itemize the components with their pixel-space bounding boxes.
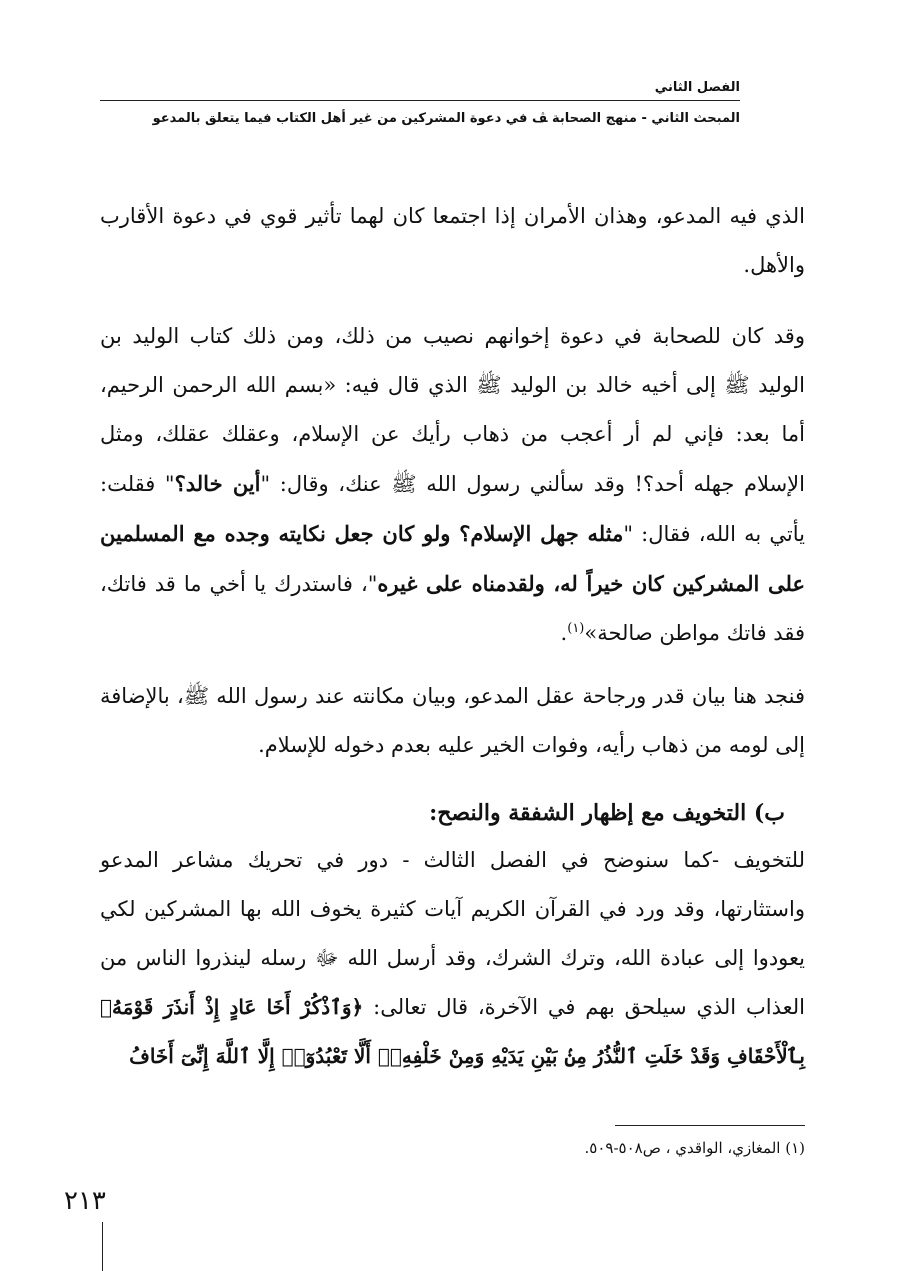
paragraph-1: الذي فيه المدعو، وهذان الأمران إذا اجتمعا كان لهما تأثير قوي في دعوة الأقارب والأهل. — [100, 204, 805, 277]
margin-line — [102, 1222, 103, 1271]
paragraph-2-text-a: وقد كان للصحابة في دعوة إخوانهم نصيب من ذلك، ومن ذلك كتاب الوليد بن الوليد ﷺ إلى أخيه خالد بن الوليد ﷺ الذي قال فيه: «بسم الله الرحمن الرحيم، أما بعد: فإني لم أر أعجب من ذهاب رأيك عن الإسلام، وعقلك عقلك، ومثل الإسلام جهله أحد؟! وقد سألني رسول الله ﷺ عنك، وقال: " — [100, 324, 805, 496]
paragraph-2-text-d: "، فاستدرك يا أخي ما قد فاتك، فقد فاتك مواطن صالحة» — [100, 572, 805, 645]
running-header — [100, 78, 740, 98]
paragraph-2 — [100, 312, 805, 658]
paragraph-3: فنجد هنا بيان قدر ورجاحة عقل المدعو، وبيان مكانته عند رسول الله ﷺ، بالإضافة إلى لومه من ذهاب رأيه، وفوات الخير عليه بعدم دخوله للإسلام. — [100, 684, 805, 757]
footnote: (١) المغازي، الواقدي ، ص٥٠٨-٥٠٩. — [584, 1139, 805, 1157]
page-number: ٢١٣ — [64, 1186, 106, 1216]
main-text — [100, 192, 805, 1081]
paragraph-4-text: للتخويف -كما سنوضح في الفصل الثالث - دور في تحريك مشاعر المدعو واستثارتها، وقد ورد في القرآن الكريم آيات كثيرة يخوف الله بها المشركين لكي يعودوا إلى عبادة الله، وترك الشرك، وقد أرسل الله ﷻ رسله لينذروا الناس من العذاب الذي سيلحق بهم في الآخرة، قال تعالى: — [100, 848, 805, 1019]
footnote-marker[interactable]: (١) — [567, 621, 585, 636]
quote-prophet-saying: مثله جهل الإسلام؟ ولو كان جعل نكايته وجده مع المسلمين على المشركين كان خيراً له، ولقدمناه على غيره — [100, 521, 805, 596]
paragraph-4 — [100, 836, 805, 1081]
header-divider — [100, 100, 740, 101]
section-title: المبحث الثاني - منهج الصحابة ﭫ في دعوة المشركين من غير أهل الكتاب فيما يتعلق بالمدعو — [152, 111, 740, 126]
quran-verse: ﴿وَٱذْكُرْ أَخَا عَادٍ إِذْ أَنذَرَ قَوْمَهُۥ بِٱلْأَحْقَافِ وَقَدْ خَلَتِ ٱلنُّذُرُ مِنۢ بَيْنِ يَدَيْهِ وَمِنْ خَلْفِهِۦٓ أَلَّا تَعْبُدُوٓا۟ إِلَّا ٱللَّهَ إِنِّىٓ أَخَافُ — [100, 995, 805, 1068]
chapter-title: الفصل الثاني — [654, 80, 740, 95]
subheading-intimidation: ب) التخويف مع إظهار الشفقة والنصح: — [429, 800, 785, 826]
quote-where-is-khalid: أين خالد؟ — [174, 471, 261, 496]
paragraph-2-end: . — [560, 621, 568, 645]
footnote-divider — [615, 1125, 805, 1126]
paragraph-2-text-c: " فقلت: يأتي به الله، فقال: " — [100, 472, 805, 546]
